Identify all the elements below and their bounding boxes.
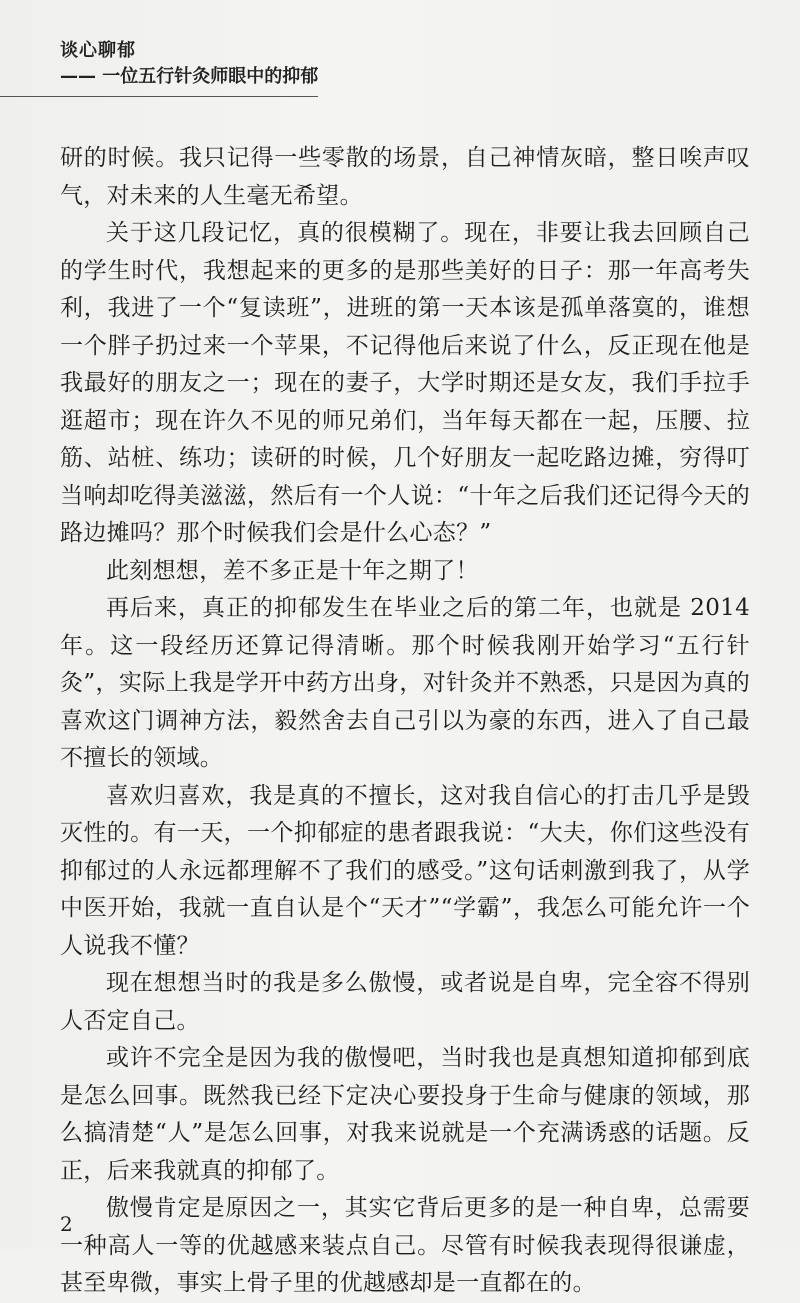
paragraph-4: 再后来，真正的抑郁发生在毕业之后的第二年，也就是 2014 年。这一段经历还算记得清晰。那个时候我刚开始学习“五行针灸”，实际上我是学开中药方出身，对针灸并不熟悉，只是因为真的喜欢这门调神方法，毅然舍去自己引以为豪的东西，进入了自己最不擅长的领域。 xyxy=(60,595,750,771)
paragraph-6: 现在想想当时的我是多么傲慢，或者说是自卑，完全容不得别人否定自己。 xyxy=(60,970,750,1034)
book-subtitle: —— 一位五行针灸师眼中的抑郁 xyxy=(60,66,319,87)
paragraph-3: 此刻想想，差不多正是十年之期了！ xyxy=(106,557,479,584)
paragraph-7: 或许不完全是因为我的傲慢吧，当时我也是真想知道抑郁到底是怎么回事。既然我已经下定决心要投身于生命与健康的领域，那么搞清楚“人”是怎么回事，对我来说就是一个充满诱惑的话题。反正，后来我就真的抑郁了。 xyxy=(60,1045,750,1184)
paragraph-1: 研的时候。我只记得一些零散的场景，自己神情灰暗，整日唉声叹气，对未来的人生毫无希望。 xyxy=(60,145,750,209)
paragraph-8: 傲慢肯定是原因之一，其实它背后更多的是一种自卑，总需要一种高人一等的优越感来装点自己。尽管有时候我表现得很谦虚，甚至卑微，事实上骨子里的优越感却是一直都在的。 xyxy=(60,1195,750,1296)
paragraph-2: 关于这几段记忆，真的很模糊了。现在，非要让我去回顾自己的学生时代，我想起来的更多的是那些美好的日子：那一年高考失利，我进了一个“复读班”，进班的第一天本该是孤单落寞的，谁想一个胖子扔过来一个苹果，不记得他后来说了什么，反正现在他是我最好的朋友之一；现在的妻子，大学时期还是女友，我们手拉手逛超市；现在许久不见的师兄弟们，当年每天都在一起，压腰、拉筋、站桩、练功；读研的时候，几个好朋友一起吃路边摊，穷得叮当响却吃得美滋滋，然后有一个人说：“十年之后我们还记得今天的路边摊吗？那个时候我们会是什么心态？” xyxy=(60,220,750,546)
running-header xyxy=(60,40,320,90)
book-title: 谈心聊郁 xyxy=(60,40,136,61)
body-text xyxy=(60,140,750,1303)
header-divider xyxy=(0,96,318,97)
paragraph-5: 喜欢归喜欢，我是真的不擅长，这对我自信心的打击几乎是毁灭性的。有一天，一个抑郁症的患者跟我说：“大夫，你们这些没有抑郁过的人永远都理解不了我们的感受。”这句话刺激到我了，从学中医开始，我就一直自认是个“天才”“学霸”，我怎么可能允许一个人说我不懂？ xyxy=(60,782,750,959)
page-number: 2 xyxy=(60,1212,73,1236)
